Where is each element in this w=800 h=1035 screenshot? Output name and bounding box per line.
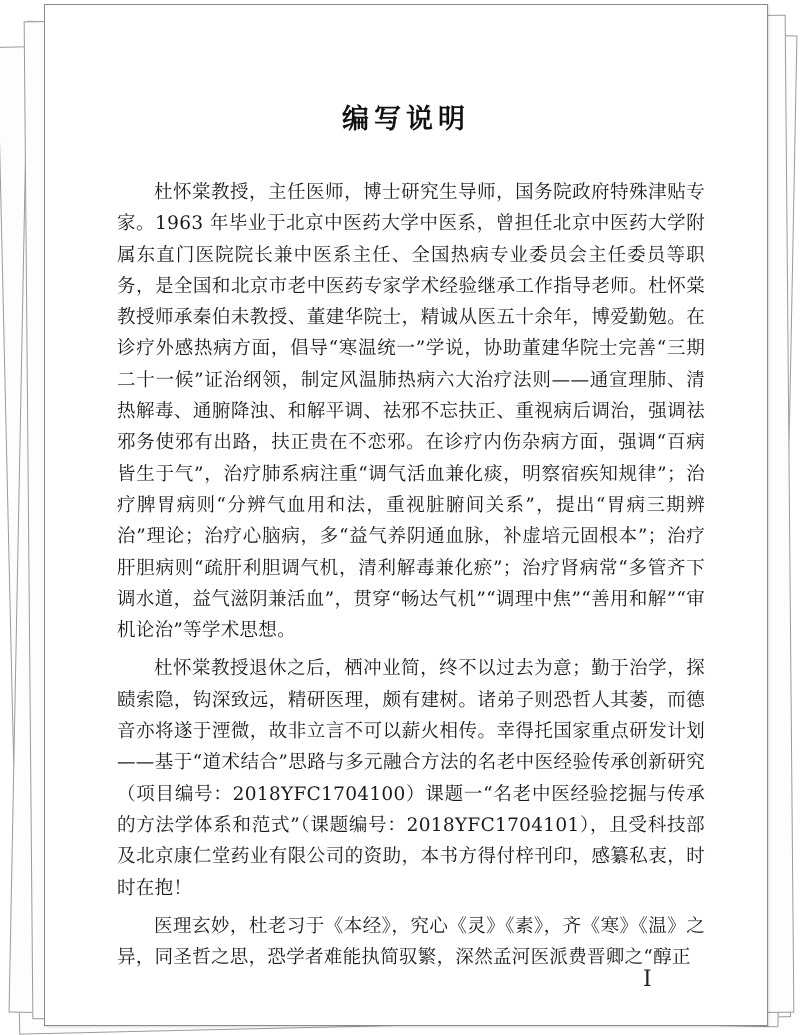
paragraph: 杜怀棠教授退休之后，栖冲业简，终不以过去为意；勤于治学，探赜索隐，钩深致远，精研医理，颇有建树。诸弟子则恐哲人其萎，而德音亦将遂于湮微，故非立言不可以薪火相传。幸得托国家重点研发计划——基于“道术结合”思路与多元融合方法的名老中医经验传承创新研究（项目编号：2018YFC1704100）课题一“名老中医经验挖掘与传承的方法学体系和范式”（课题编号：2018YFC1704101），且受科技部及北京康仁堂药业有限公司的资助，本书方得付梓刊印，感纂私衷，时时在抱！ [117,658,705,899]
paragraph: 杜怀棠教授，主任医师，博士研究生导师，国务院政府特殊津贴专家。1963 年毕业于北京中医药大学中医系，曾担任北京中医药大学附属东直门医院院长兼中医系主任、全国热病专业委员会主任委员等职务，是全国和北京市老中医药专家学术经验继承工作指导老师。杜怀棠教授师承秦伯未教授、董建华院士，精诚从医五十余年，博爱勤勉。在诊疗外感热病方面，倡导“寒温统一”学说，协助董建华院士完善“三期二十一候”证治纲领，制定风温肺热病六大治疗法则——通宣理肺、清热解毒、通腑降浊、和解平调、祛邪不忘扶正、重视病后调治，强调祛邪务使邪有出路，扶正贵在不恋邪。在诊疗内伤杂病方面，强调“百病皆生于气”，治疗肺系病注重“调气活血兼化痰，明察宿疾知规律”；治疗脾胃病则“分辨气血用和法，重视脏腑间关系”，提出“胃病三期辨治”理论；治疗心脑病，多“益气养阴通血脉，补虚培元固根本”；治疗肝胆病则“疏肝利胆调气机，清利解毒兼化瘀”；治疗肾病常“多管齐下调水道，益气滋阴兼活血”，贯穿“畅达气机”“调理中焦”“善用和解”“审机论治”等学术思想。 [117,182,705,642]
page-body [117,177,705,980]
book-page [44,4,768,1026]
page-number: I [643,967,652,992]
page-title: 编写说明 [342,104,470,135]
paragraph: 医理玄妙，杜老习于《本经》，究心《灵》《素》，齐《寒》《温》之异，同圣哲之思，恐学者难能执简驭繁，深然孟河医派费晋卿之“醇正 [117,915,705,969]
